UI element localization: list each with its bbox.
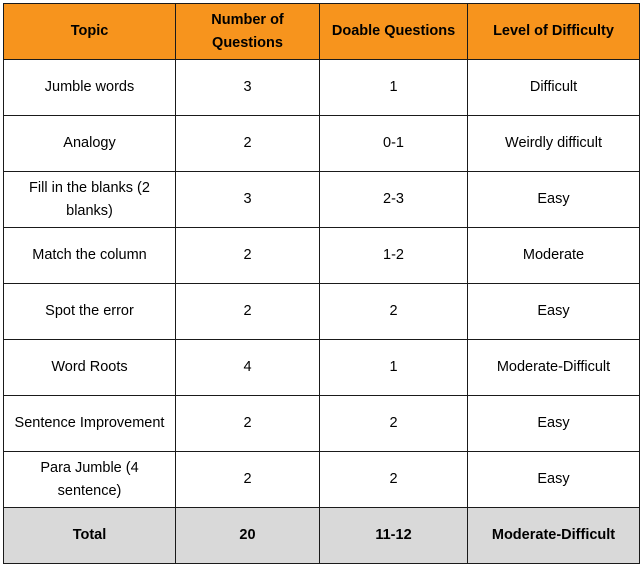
cell-number: 3 [176,172,320,228]
total-row [4,508,640,564]
cell-topic: Fill in the blanks (2 blanks) [4,172,176,228]
table-row [4,172,640,228]
total-difficulty: Moderate-Difficult [468,508,640,564]
cell-topic: Match the column [4,228,176,284]
cell-doable: 2 [320,284,468,340]
cell-number: 2 [176,452,320,508]
table-row [4,60,640,116]
cell-number: 2 [176,284,320,340]
cell-number: 2 [176,116,320,172]
cell-difficulty: Easy [468,396,640,452]
cell-doable: 2-3 [320,172,468,228]
cell-doable: 1 [320,60,468,116]
cell-doable: 1-2 [320,228,468,284]
header-number-of-questions: Number of Questions [176,4,320,60]
cell-difficulty: Moderate [468,228,640,284]
cell-difficulty: Easy [468,172,640,228]
table-row [4,228,640,284]
cell-topic: Jumble words [4,60,176,116]
header-row [4,4,640,60]
cell-topic: Sentence Improvement [4,396,176,452]
total-label: Total [4,508,176,564]
table-row [4,284,640,340]
table-row [4,452,640,508]
cell-number: 3 [176,60,320,116]
cell-doable: 1 [320,340,468,396]
total-doable: 11-12 [320,508,468,564]
cell-doable: 0-1 [320,116,468,172]
header-level-of-difficulty: Level of Difficulty [468,4,640,60]
header-topic: Topic [4,4,176,60]
cell-difficulty: Weirdly difficult [468,116,640,172]
cell-doable: 2 [320,452,468,508]
difficulty-table [3,3,640,564]
cell-topic: Para Jumble (4 sentence) [4,452,176,508]
total-number: 20 [176,508,320,564]
table-row [4,340,640,396]
cell-number: 2 [176,228,320,284]
header-doable-questions: Doable Questions [320,4,468,60]
cell-topic: Spot the error [4,284,176,340]
cell-difficulty: Moderate-Difficult [468,340,640,396]
table-row [4,116,640,172]
cell-number: 4 [176,340,320,396]
cell-topic: Analogy [4,116,176,172]
cell-doable: 2 [320,396,468,452]
cell-number: 2 [176,396,320,452]
cell-difficulty: Easy [468,284,640,340]
cell-topic: Word Roots [4,340,176,396]
cell-difficulty: Difficult [468,60,640,116]
cell-difficulty: Easy [468,452,640,508]
table-row [4,396,640,452]
